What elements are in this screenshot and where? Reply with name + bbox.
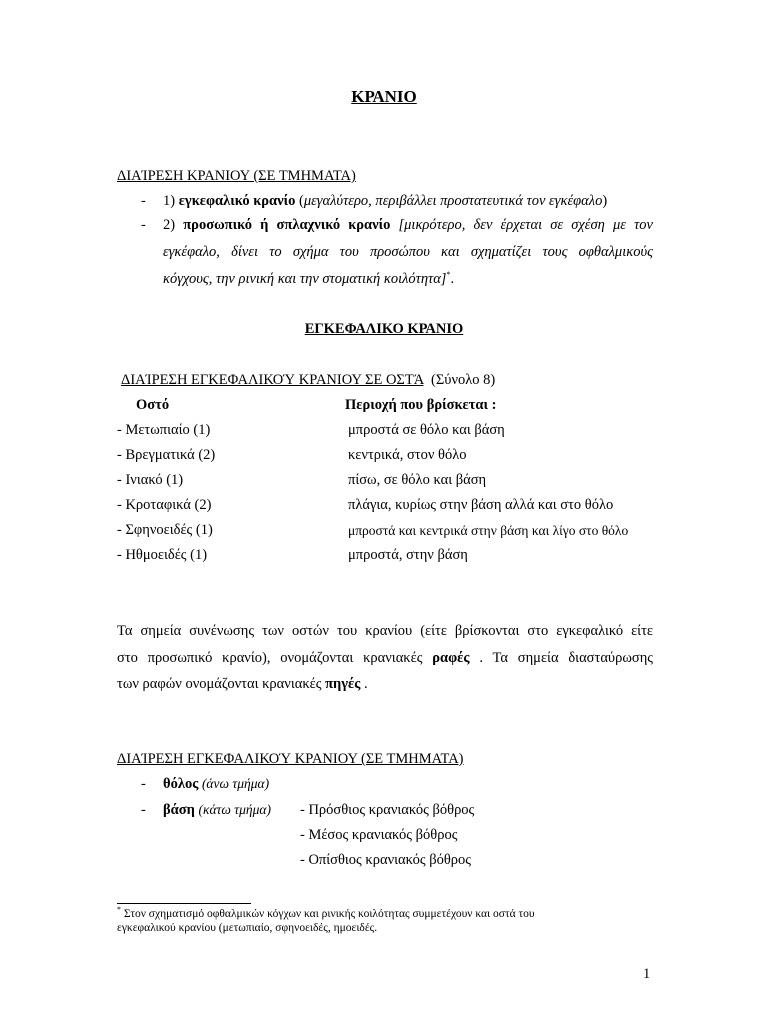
bone-name: - Ηθμοειδές (1) xyxy=(117,547,208,563)
footnote-mark: * xyxy=(117,905,121,915)
paragraph-text: στο προσωπικό κρανίο), ονομάζονται κρανιακές xyxy=(117,650,423,666)
fossa-posterior: - Οπίσθιος κρανιακός βόθρος xyxy=(300,852,472,868)
fossa-middle: - Μέσος κρανιακός βόθρος xyxy=(300,827,458,843)
list-dash: - xyxy=(141,802,146,818)
paragraph-line2 xyxy=(117,650,653,667)
item-description-line3: κόγχους, την ρινική και την στοματική κοιλότητα] xyxy=(163,271,447,287)
paragraph-text: . xyxy=(364,676,368,692)
footnote-line1 xyxy=(117,905,535,920)
list-item-cerebral-skull xyxy=(163,193,607,210)
paragraph-line1: Τα σημεία συνένωσης των οστών του κρανίου (είτε βρίσκονται στο εγκεφαλικό είτε xyxy=(117,623,653,639)
subheading-note: (Σύνολο 8) xyxy=(431,372,496,388)
page-title: ΚΡΑΝΙΟ xyxy=(351,87,417,106)
bone-name: - Κροταφικά (2) xyxy=(117,497,212,513)
footnote-line2: εγκεφαλικού κρανίου (μετωπιαίο, σφηνοειδές, ημοειδές. xyxy=(117,922,378,934)
list-dash: - xyxy=(141,776,146,792)
list-item-vault xyxy=(163,776,269,793)
footnote-mark: * xyxy=(446,270,451,280)
paren-open: ( xyxy=(298,193,304,209)
section-heading-cerebral-skull xyxy=(0,321,768,338)
item-term: εγκεφαλικό κρανίο xyxy=(178,193,296,209)
list-item-base xyxy=(163,802,271,819)
page-number: 1 xyxy=(643,966,651,982)
bone-name: - Ινιακό (1) xyxy=(117,472,184,488)
section-heading-skull-division: ΔΙΑΊΡΕΣΗ ΚΡΑΝΙΟΥ (ΣΕ ΤΜΗΜΑΤΑ) xyxy=(117,168,356,184)
subheading-text: ΔΙΑΊΡΕΣΗ ΕΓΚΕΦΑΛΙΚΟΎ ΚΡΑΝΙΟΥ ΣΕ ΟΣΤΆ xyxy=(121,372,424,388)
footnote-text: Στον σχηματισμό οφθαλμικών κόγχων και ρινικής κοιλότητας συμμετέχουν και οστά του xyxy=(121,908,535,920)
list-dash: - xyxy=(141,217,146,233)
subheading-bones xyxy=(121,372,495,389)
paragraph-line3 xyxy=(117,676,368,693)
bone-name: - Σφηνοειδές (1) xyxy=(117,522,213,538)
item-number: 1) xyxy=(163,193,176,209)
list-item-facial-skull xyxy=(163,217,653,234)
section-heading-cerebral-division: ΔΙΑΊΡΕΣΗ ΕΓΚΕΦΑΛΙΚΟΎ ΚΡΑΝΙΟΥ (ΣΕ ΤΜΗΜΑΤΑ) xyxy=(117,751,464,767)
item-description: (κάτω τμήμα) xyxy=(198,802,271,817)
item-term: βάση xyxy=(163,802,195,818)
item-term: θόλος xyxy=(163,776,199,792)
item-description-line3-wrap xyxy=(163,271,454,288)
column-header-bone: Οστό xyxy=(136,397,170,413)
bone-region: μπροστά, στην βάση xyxy=(348,547,468,563)
bone-region: μπροστά σε θόλο και βάση xyxy=(348,422,505,438)
term-sutures: ραφές xyxy=(432,650,470,666)
paragraph-text: των ραφών ονομάζονται κρανιακές xyxy=(117,676,322,692)
footnote-divider xyxy=(117,903,251,904)
bone-region: μπροστά και κεντρικά στην βάση και λίγο στο θόλο xyxy=(348,523,629,538)
term-fontanelles: πηγές xyxy=(325,676,361,692)
item-term: προσωπικό ή σπλαχνικό κρανίο xyxy=(183,217,391,233)
bone-region: πλάγια, κυρίως στην βάση αλλά και στο θόλο xyxy=(348,497,614,513)
paren-close: ) xyxy=(602,193,608,209)
period: . xyxy=(450,271,455,287)
column-header-region: Περιοχή που βρίσκεται : xyxy=(345,397,497,413)
fossa-anterior: - Πρόσθιος κρανιακός βόθρος xyxy=(300,802,475,818)
bone-region: κεντρικά, στον θόλο xyxy=(348,447,467,463)
bone-region: πίσω, σε θόλο και βάση xyxy=(348,472,487,488)
item-description: (άνω τμήμα) xyxy=(201,776,270,791)
bone-name: - Βρεγματικά (2) xyxy=(117,447,216,463)
list-dash: - xyxy=(141,193,146,209)
item-description-line1: [μικρότερο, δεν έρχεται σε σχέση με τον xyxy=(398,217,653,233)
section-heading-text: ΕΓΚΕΦΑΛΙΚΟ ΚΡΑΝΙΟ xyxy=(304,321,464,337)
paragraph-text: . Τα σημεία διασταύρωσης xyxy=(479,650,654,666)
item-description-line2: εγκέφαλο, δίνει το σχήμα του προσώπου και σχηματίζει τους οφθαλμικούς xyxy=(163,244,653,260)
bone-name: - Μετωπιαίο (1) xyxy=(117,422,211,438)
item-description: μεγαλύτερο, περιβάλλει προστατευτικά τον εγκέφαλο xyxy=(303,193,603,209)
item-number: 2) xyxy=(163,217,176,233)
